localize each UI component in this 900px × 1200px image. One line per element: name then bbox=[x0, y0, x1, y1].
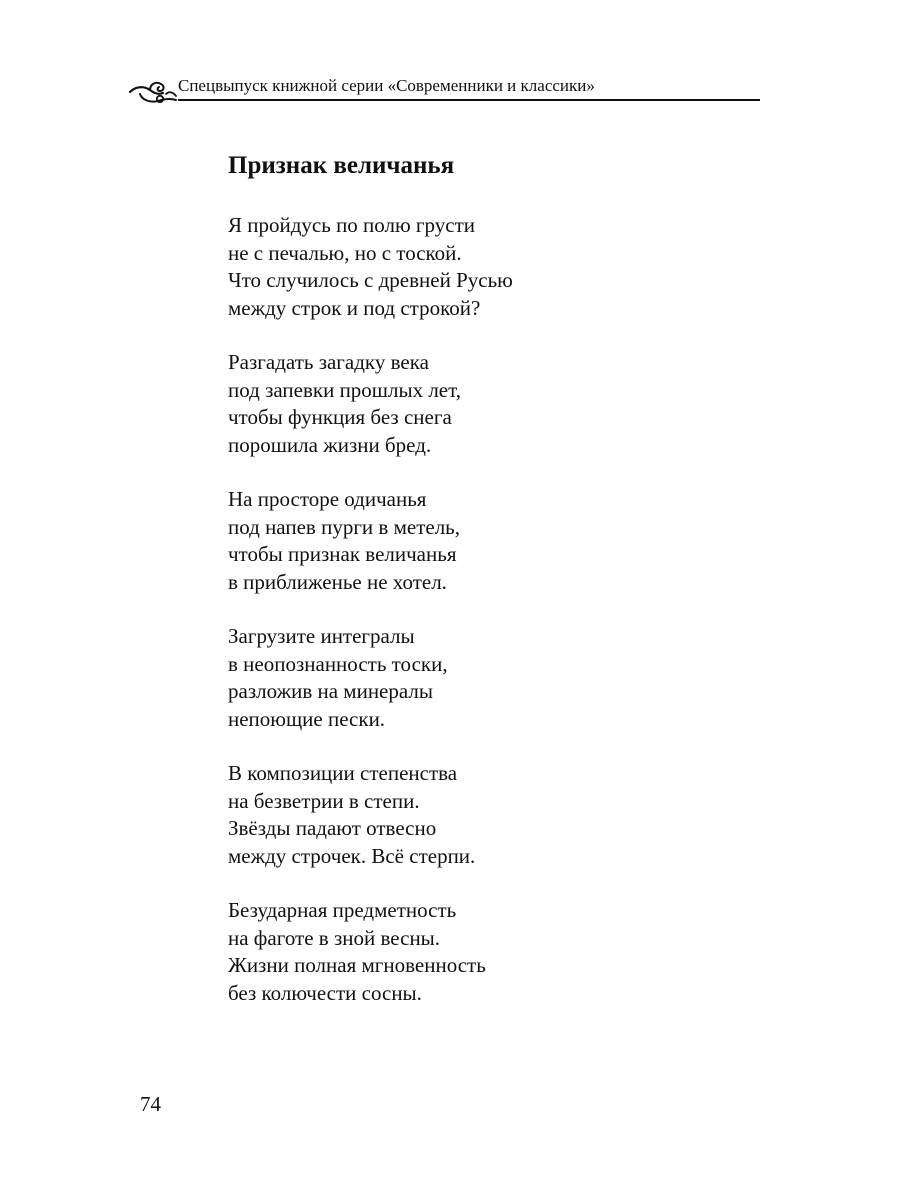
poem-line: Жизни полная мгновенность bbox=[228, 953, 486, 977]
stanza-3 bbox=[228, 486, 788, 596]
poem-line: в неопознанность тоски, bbox=[228, 651, 448, 676]
poem-line: не с печалью, но с тоской. bbox=[228, 240, 462, 265]
page-number: 74 bbox=[140, 1092, 161, 1116]
poem-line: Разгадать загадку века bbox=[228, 350, 429, 374]
stanza-4 bbox=[228, 623, 788, 733]
poem-line: Загрузите интегралы bbox=[228, 624, 415, 648]
series-title: Спецвыпуск книжной серии «Современники и классики» bbox=[178, 76, 595, 95]
poem-line: порошила жизни бред. bbox=[228, 432, 432, 457]
poem-line: чтобы функция без снега bbox=[228, 405, 452, 429]
poem-line: на безветрии в степи. bbox=[228, 788, 420, 813]
poem-line: Что случилось с древней Русью bbox=[228, 268, 513, 292]
poem-line: между строк и под строкой? bbox=[228, 295, 481, 320]
stanza-2 bbox=[228, 349, 788, 459]
poem-line: непоющие пески. bbox=[228, 706, 386, 731]
stanza-5 bbox=[228, 760, 788, 870]
poem-line: под напев пурги в метель, bbox=[228, 514, 460, 539]
poem-line: без колючести сосны. bbox=[228, 980, 422, 1005]
poem-line: под запевки прошлых лет, bbox=[228, 377, 461, 402]
poem-title: Признак величанья bbox=[228, 152, 455, 179]
poem-line: Я пройдусь по полю грусти bbox=[228, 213, 476, 237]
poem-line: Звёзды падают отвесно bbox=[228, 816, 437, 840]
poem-line: разложив на минералы bbox=[228, 679, 433, 703]
header-rule bbox=[178, 99, 760, 101]
poem-line: между строчек. Всё стерпи. bbox=[228, 843, 476, 868]
poem-line: в приближенье не хотел. bbox=[228, 569, 447, 594]
poem bbox=[228, 150, 788, 1034]
running-header bbox=[128, 74, 760, 106]
poem-line: на фаготе в зной весны. bbox=[228, 925, 441, 950]
stanza-6 bbox=[228, 897, 788, 1007]
stanza-1 bbox=[228, 212, 788, 322]
poem-line: Безударная предметность bbox=[228, 898, 457, 922]
poem-line: В композиции степенства bbox=[228, 761, 458, 785]
poem-line: На просторе одичанья bbox=[228, 487, 427, 511]
poem-line: чтобы признак величанья bbox=[228, 542, 457, 566]
flourish-ornament-icon bbox=[128, 76, 178, 106]
